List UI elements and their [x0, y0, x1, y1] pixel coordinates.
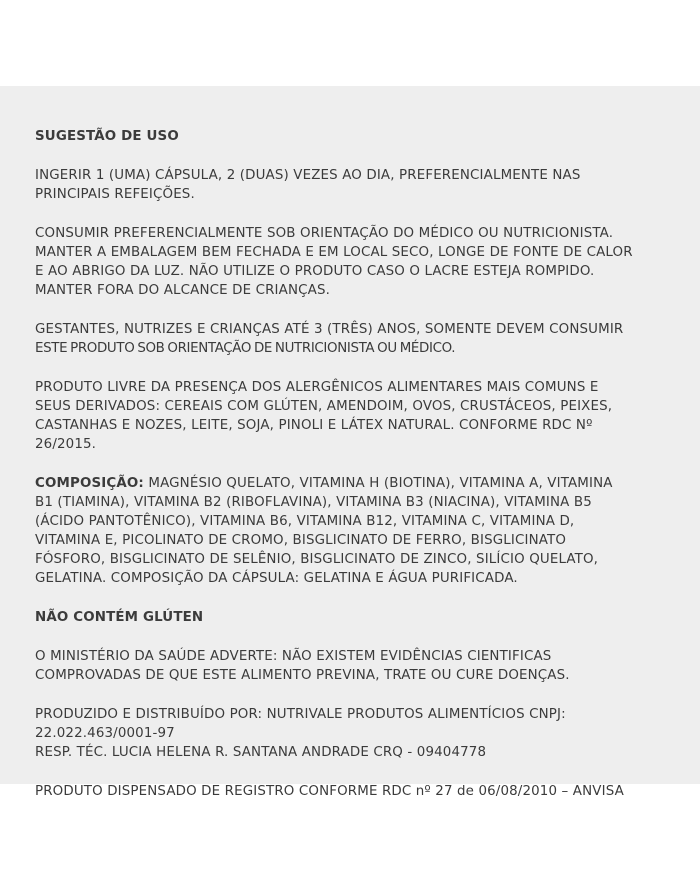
text-line: MANTER FORA DO ALCANCE DE CRIANÇAS.: [35, 283, 330, 298]
composition-text: MAGNÉSIO QUELATO, VITAMINA H (BIOTINA), VITAMINA A, VITAMINA: [143, 476, 613, 491]
text-line: [35, 474, 675, 493]
text-line: PRODUTO DISPENSADO DE REGISTRO CONFORME RDC nº 27 de 06/08/2010 – ANVISA: [35, 784, 624, 799]
gluten-heading: NÃO CONTÉM GLÚTEN: [35, 610, 204, 625]
text-line: PRODUTO LIVRE DA PRESENÇA DOS ALERGÊNICOS ALIMENTARES MAIS COMUNS E: [35, 380, 599, 395]
dose-paragraph: [35, 166, 675, 204]
text-line: COMPROVADAS DE QUE ESTE ALIMENTO PREVINA, TRATE OU CURE DOENÇAS.: [35, 668, 570, 683]
text-line: (ÁCIDO PANTOTÊNICO), VITAMINA B6, VITAMINA B12, VITAMINA C, VITAMINA D,: [35, 514, 575, 529]
text-line: INGERIR 1 (UMA) CÁPSULA, 2 (DUAS) VEZES AO DIA, PREFERENCIALMENTE NAS: [35, 168, 581, 183]
guidance-paragraph: [35, 224, 675, 300]
usage-heading: SUGESTÃO DE USO: [35, 129, 179, 144]
text-line: FÓSFORO, BISGLICINATO DE SELÊNIO, BISGLICINATO DE ZINCO, SILÍCIO QUELATO,: [35, 552, 599, 567]
text-line: PRINCIPAIS REFEIÇÕES.: [35, 187, 195, 202]
text-line: PRODUZIDO E DISTRIBUÍDO POR: NUTRIVALE PRODUTOS ALIMENTÍCIOS CNPJ:: [35, 707, 566, 722]
pregnancy-paragraph: [35, 320, 675, 358]
text-line: ESTE PRODUTO SOB ORIENTAÇÃO DE NUTRICIONISTA OU MÉDICO.: [35, 341, 456, 356]
text-line: CASTANHAS E NOZES, LEITE, SOJA, PINOLI E LÁTEX NATURAL. CONFORME RDC Nº: [35, 418, 593, 433]
composition-label: COMPOSIÇÃO:: [35, 476, 144, 491]
producer-paragraph: [35, 705, 675, 762]
text-line: SEUS DERIVADOS: CEREAIS COM GLÚTEN, AMENDOIM, OVOS, CRUSTÁCEOS, PEIXES,: [35, 399, 613, 414]
composition-paragraph: [35, 474, 675, 588]
text-line: CONSUMIR PREFERENCIALMENTE SOB ORIENTAÇÃO DO MÉDICO OU NUTRICIONISTA.: [35, 226, 614, 241]
text-line: GELATINA. COMPOSIÇÃO DA CÁPSULA: GELATINA E ÁGUA PURIFICADA.: [35, 571, 518, 586]
warning-paragraph: [35, 647, 675, 685]
text-line: GESTANTES, NUTRIZES E CRIANÇAS ATÉ 3 (TRÊS) ANOS, SOMENTE DEVEM CONSUMIR: [35, 322, 624, 337]
text-line: 26/2015.: [35, 437, 97, 452]
text-line: E AO ABRIGO DA LUZ. NÃO UTILIZE O PRODUTO CASO O LACRE ESTEJA ROMPIDO.: [35, 264, 595, 279]
text-line: RESP. TÉC. LUCIA HELENA R. SANTANA ANDRADE CRQ - 09404778: [35, 745, 487, 760]
registration-paragraph: [35, 782, 675, 801]
allergens-paragraph: [35, 378, 675, 454]
text-line: O MINISTÉRIO DA SAÚDE ADVERTE: NÃO EXISTEM EVIDÊNCIAS CIENTIFICAS: [35, 649, 552, 664]
label-text: [35, 127, 675, 801]
text-line: B1 (TIAMINA), VITAMINA B2 (RIBOFLAVINA), VITAMINA B3 (NIACINA), VITAMINA B5: [35, 495, 592, 510]
text-line: VITAMINA E, PICOLINATO DE CROMO, BISGLICINATO DE FERRO, BISGLICINATO: [35, 533, 567, 548]
text-line: MANTER A EMBALAGEM BEM FECHADA E EM LOCAL SECO, LONGE DE FONTE DE CALOR: [35, 245, 633, 260]
text-line: 22.022.463/0001-97: [35, 726, 175, 741]
